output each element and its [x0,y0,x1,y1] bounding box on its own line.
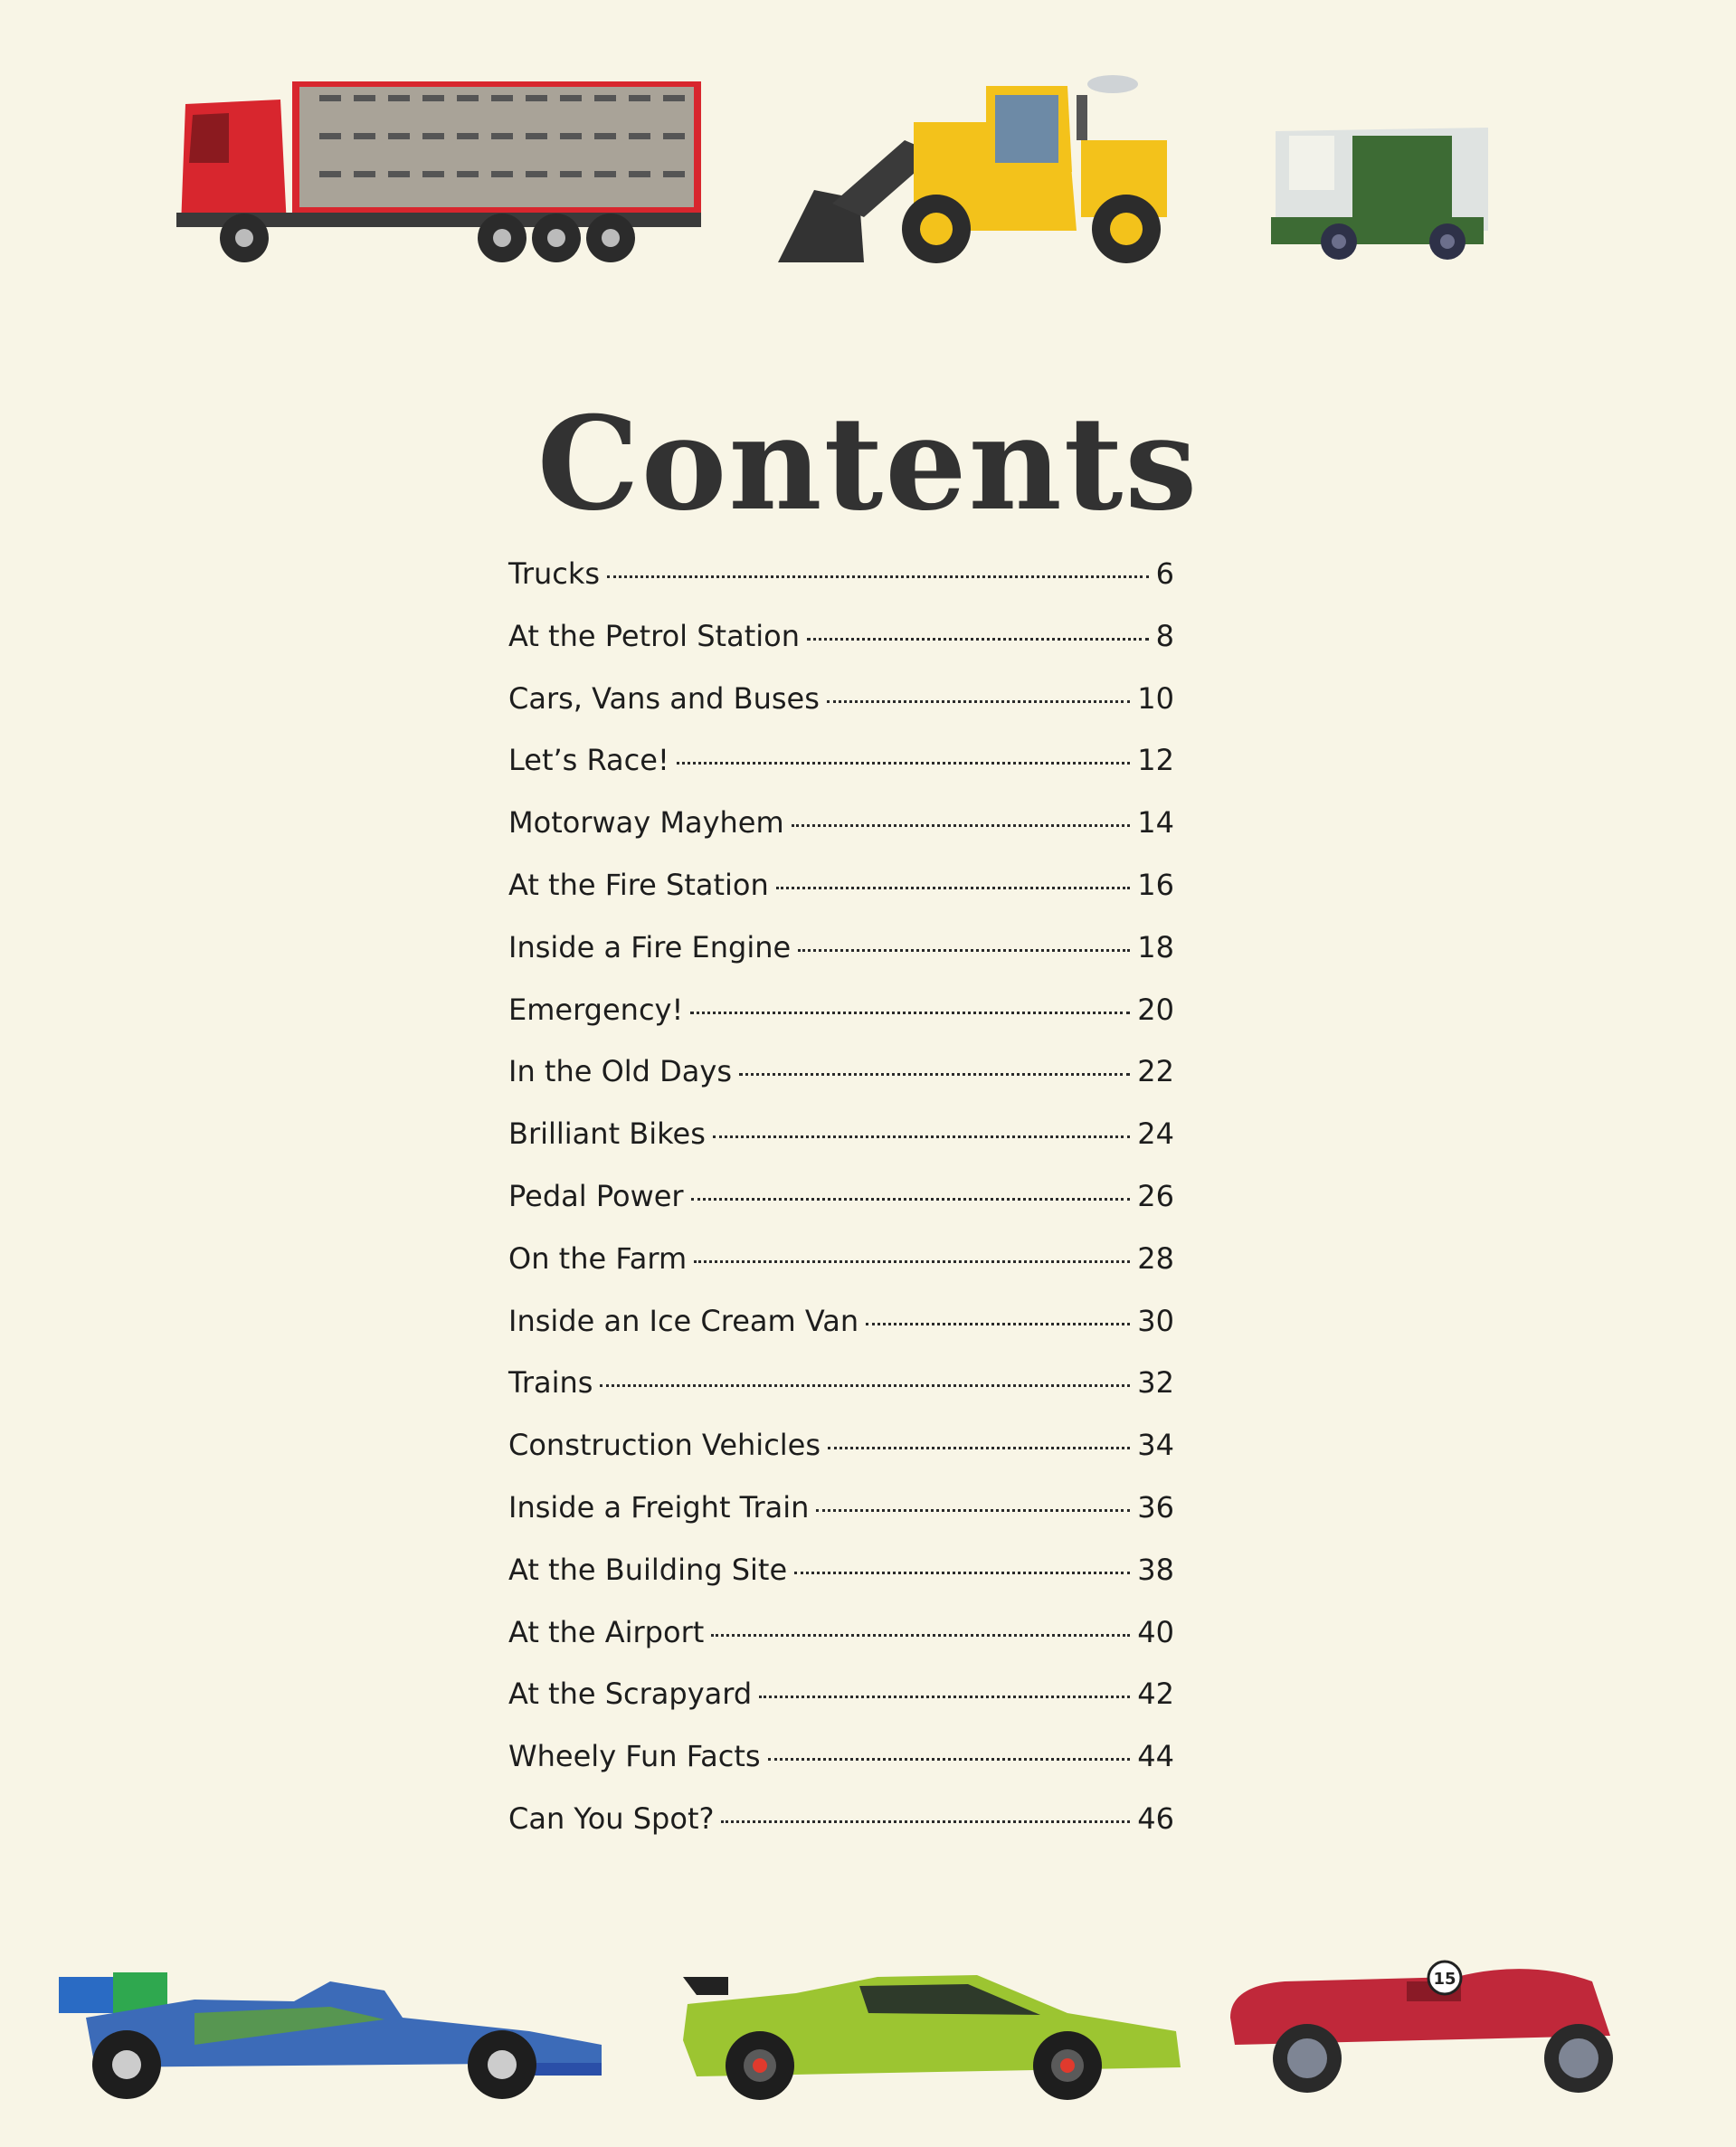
toc-dot-leader [798,949,1130,952]
toc-entry-title: At the Airport [508,1614,705,1649]
toc-entry-title: Construction Vehicles [508,1428,821,1463]
toc-dot-leader [694,1260,1130,1263]
toc-dot-leader [828,1447,1130,1449]
sports-car-illustration [678,1968,1185,2104]
toc-entry-page: 20 [1137,992,1174,1027]
toc-entry [508,1365,1174,1428]
toc-entry-page: 18 [1137,929,1174,964]
contents-heading: Contents [536,389,1200,539]
toc-entry-page: 14 [1137,805,1174,841]
race-number: 15 [1433,1970,1456,1989]
toc-entry-title: Motorway Mayhem [508,805,784,841]
toc-dot-leader [794,1572,1130,1574]
toc-entry-title: Trucks [508,556,601,591]
toc-entry-title: Inside an Ice Cream Van [508,1303,859,1338]
toc-entry [508,1179,1174,1241]
toc-entry-page: 34 [1137,1428,1174,1463]
toc-entry [508,619,1174,681]
toc-entry-title: Let’s Race! [508,743,669,778]
toc-dot-leader [721,1820,1130,1823]
toc-entry-title: Brilliant Bikes [508,1116,706,1152]
toc-entry [508,1553,1174,1615]
toc-dot-leader [713,1135,1130,1138]
contents-list [508,556,1174,1864]
toc-entry-title: At the Scrapyard [508,1677,753,1712]
toc-entry [508,1054,1174,1116]
toc-entry-page: 10 [1137,680,1174,716]
toc-dot-leader [866,1323,1130,1325]
toc-entry-title: Inside a Fire Engine [508,929,792,964]
toc-entry-page: 28 [1137,1240,1174,1276]
toc-entry-page: 44 [1137,1739,1174,1774]
toc-entry [508,1677,1174,1739]
toc-entry [508,805,1174,868]
toc-entry-page: 38 [1137,1552,1174,1587]
toc-entry [508,1428,1174,1490]
toc-entry [508,743,1174,805]
toc-dot-leader [792,824,1131,827]
toc-entry [508,1739,1174,1801]
toc-entry-page: 22 [1137,1054,1174,1089]
wheel-loader-illustration [778,68,1176,267]
toc-entry-page: 36 [1137,1489,1174,1525]
toc-entry-title: In the Old Days [508,1054,732,1089]
toc-entry-page: 46 [1137,1800,1174,1836]
toc-entry-title: Wheely Fun Facts [508,1739,761,1774]
toc-entry-page: 26 [1137,1178,1174,1213]
toc-entry [508,1304,1174,1366]
toc-dot-leader [759,1696,1130,1698]
toc-dot-leader [807,638,1149,641]
toc-entry [508,1615,1174,1677]
toc-entry-page: 30 [1137,1303,1174,1338]
toc-entry [508,1490,1174,1553]
toc-entry-title: Pedal Power [508,1178,684,1213]
toc-entry-title: Cars, Vans and Buses [508,680,820,716]
toc-entry [508,681,1174,744]
formula-one-car-illustration [59,1963,602,2099]
toc-entry-title: At the Fire Station [508,867,769,902]
toc-dot-leader [816,1509,1130,1512]
toc-dot-leader [768,1758,1131,1761]
toc-dot-leader [827,700,1130,703]
toc-entry-page: 40 [1137,1614,1174,1649]
milk-float-illustration [1271,122,1497,262]
toc-entry-page: 42 [1137,1677,1174,1712]
toc-dot-leader [690,1012,1130,1014]
toc-entry [508,930,1174,993]
livestock-truck-illustration [176,77,710,267]
toc-entry-title: At the Building Site [508,1552,788,1587]
toc-entry [508,1116,1174,1179]
toc-dot-leader [711,1634,1130,1637]
toc-dot-leader [691,1198,1131,1201]
toc-entry-page: 24 [1137,1116,1174,1152]
toc-entry-title: Emergency! [508,992,684,1027]
toc-entry-title: On the Farm [508,1240,688,1276]
toc-dot-leader [600,1384,1130,1387]
toc-entry-page: 32 [1137,1365,1174,1401]
toc-entry-title: At the Petrol Station [508,618,800,653]
vintage-race-car-illustration [1230,1954,1619,2099]
toc-entry [508,1241,1174,1304]
toc-entry-page: 8 [1155,618,1174,653]
toc-entry [508,993,1174,1055]
toc-entry-title: Can You Spot? [508,1800,715,1836]
toc-entry-title: Trains [508,1365,593,1401]
toc-entry-title: Inside a Freight Train [508,1489,810,1525]
toc-entry-page: 16 [1137,867,1174,902]
toc-dot-leader [739,1073,1130,1076]
toc-entry-page: 6 [1155,556,1174,591]
toc-dot-leader [776,887,1131,889]
toc-dot-leader [607,575,1149,578]
toc-entry [508,868,1174,930]
toc-entry [508,556,1174,619]
toc-entry-page: 12 [1137,743,1174,778]
toc-entry [508,1801,1174,1864]
toc-dot-leader [677,762,1131,765]
